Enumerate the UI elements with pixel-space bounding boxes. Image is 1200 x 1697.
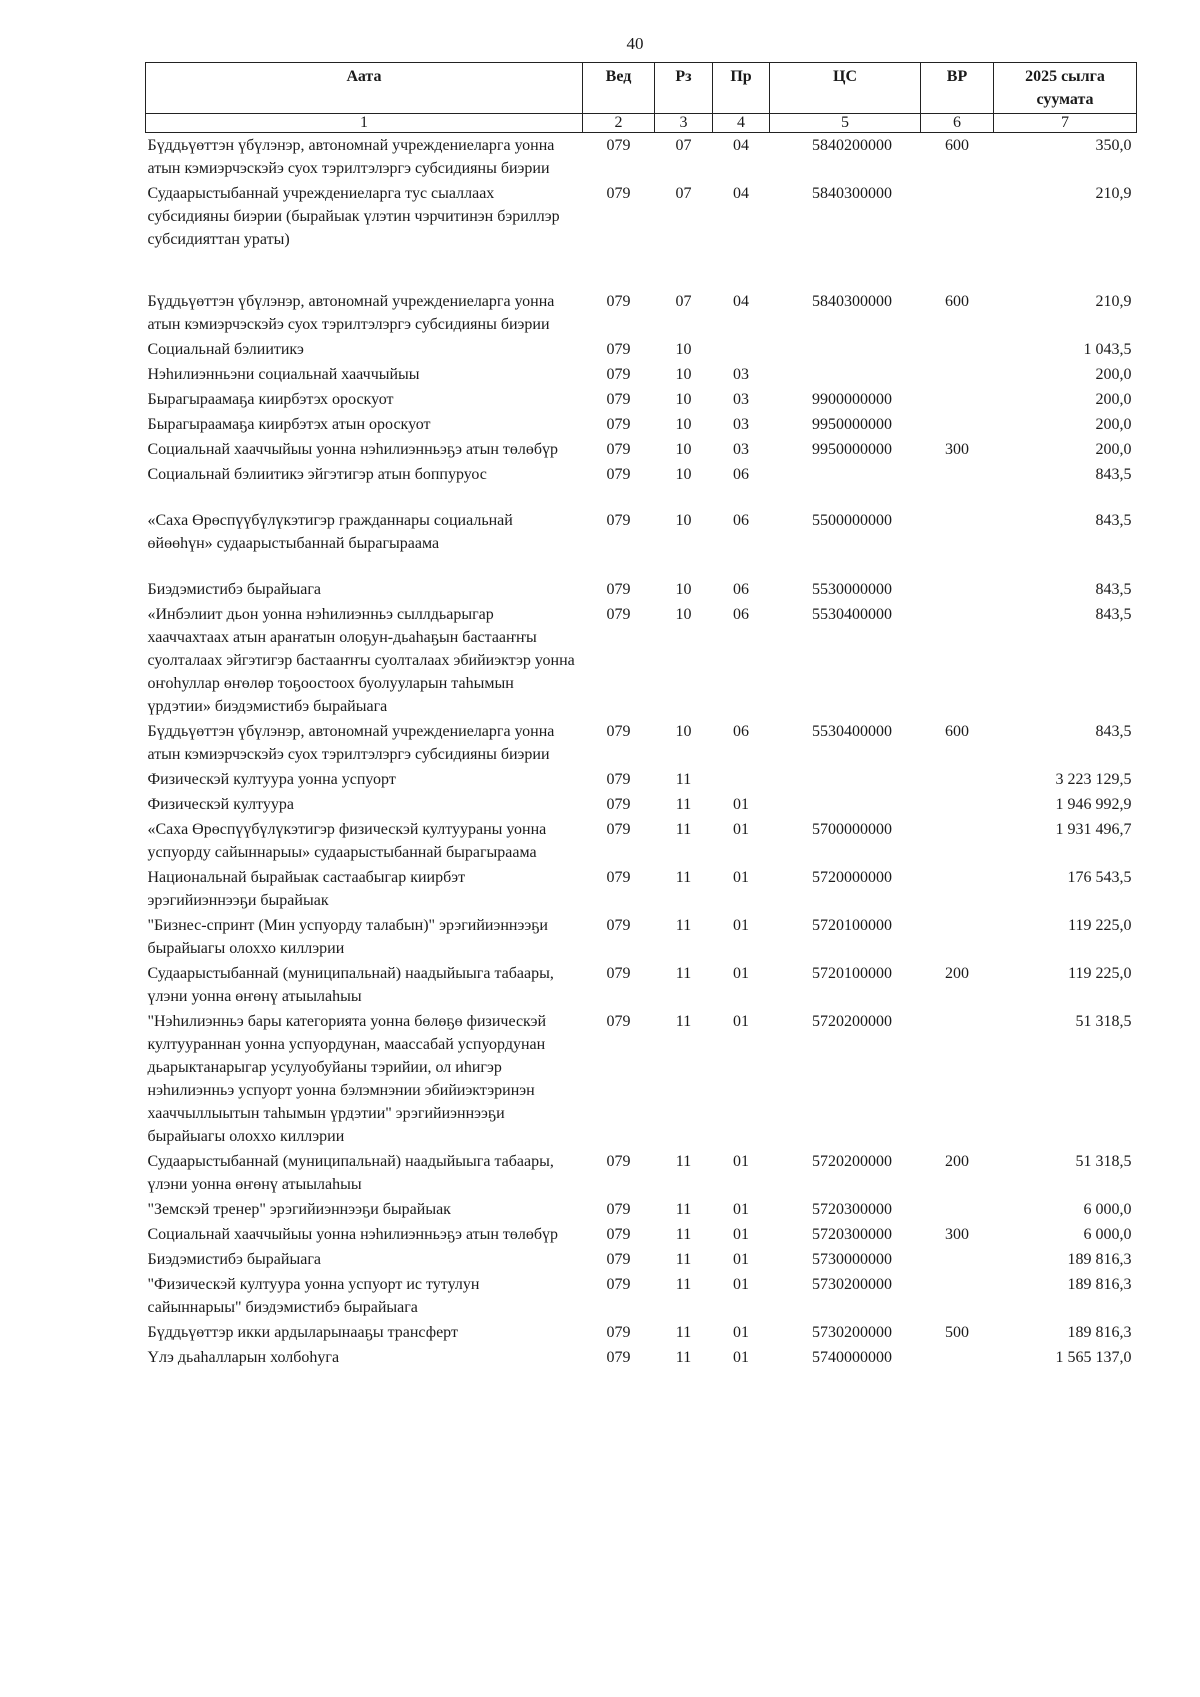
row-pr: 01 bbox=[733, 1013, 749, 1030]
row-name: Социальнай хааччыйыы уонна нэһилиэнньэҕэ атын төлөбүр bbox=[147, 441, 559, 458]
row-amount: 189 816,3 bbox=[1067, 1324, 1132, 1341]
row-name: "Бизнес-спринт (Мин успуорду талабын)" эрэгийиэннээҕи бырайыагы олоххо киллэрии bbox=[147, 917, 548, 957]
row-amount: 200,0 bbox=[1095, 416, 1132, 433]
row-name: Нэһилиэнньэни социальнай хааччыйыы bbox=[147, 366, 420, 383]
row-amount: 843,5 bbox=[1095, 512, 1132, 529]
row-amount: 119 225,0 bbox=[1068, 917, 1132, 934]
row-name: Судаарыстыбаннай учреждениеларга тус сыаллаах субсидияны биэрии (бырайыак үлэтин чэрчитинэн бэриллэр субсидияттан ураты) bbox=[147, 185, 560, 248]
column-number: 7 bbox=[994, 114, 1137, 133]
row-vr: 600 bbox=[945, 137, 969, 154]
row-amount: 210,9 bbox=[1095, 185, 1132, 202]
row-rz: 10 bbox=[675, 341, 692, 358]
row-rz: 10 bbox=[675, 606, 692, 623]
row-cs bbox=[770, 767, 921, 792]
row-ved: 079 bbox=[606, 293, 631, 310]
row-name: Бүддьүөттэн үбүлэнэр, автономнай учреждениеларга уонна атын кэмиэрчэскэйэ суох тэрилтэлэргэ субсидияны биэрии bbox=[147, 137, 555, 177]
table-row bbox=[146, 1197, 1137, 1222]
row-cs: 5500000000 bbox=[812, 512, 892, 529]
row-ved: 079 bbox=[606, 1251, 631, 1268]
row-amount: 843,5 bbox=[1095, 581, 1132, 598]
row-pr: 01 bbox=[733, 1153, 749, 1170]
header-amount: 2025 сылга суумата bbox=[994, 63, 1137, 114]
table-header-row bbox=[146, 63, 1137, 114]
table-row bbox=[146, 577, 1137, 602]
row-pr: 03 bbox=[733, 441, 749, 458]
row-name: Бырагыраамаҕа киирбэтэх ороскуот bbox=[147, 391, 394, 408]
row-cs: 5530400000 bbox=[812, 606, 892, 623]
row-cs bbox=[770, 337, 921, 362]
row-cs: 5720300000 bbox=[812, 1226, 892, 1243]
row-name: Судаарыстыбаннай (муниципальнай) наадыйыыга табаары, үлэни уонна өҥөнү атыылаһыы bbox=[147, 1153, 554, 1193]
row-ved: 079 bbox=[606, 391, 631, 408]
column-number: 6 bbox=[921, 114, 994, 133]
row-cs: 5740000000 bbox=[812, 1349, 892, 1366]
table-row bbox=[146, 387, 1137, 412]
row-cs: 5840300000 bbox=[812, 293, 892, 310]
row-cs: 5720300000 bbox=[812, 1201, 892, 1218]
table-row bbox=[146, 817, 1137, 865]
row-ved: 079 bbox=[606, 441, 631, 458]
row-cs: 5730200000 bbox=[812, 1324, 892, 1341]
table-row bbox=[146, 865, 1137, 913]
row-pr: 04 bbox=[733, 137, 749, 154]
row-ved: 079 bbox=[606, 416, 631, 433]
row-cs bbox=[770, 362, 921, 387]
row-vr bbox=[921, 602, 994, 719]
row-vr bbox=[921, 1197, 994, 1222]
row-amount: 51 318,5 bbox=[1075, 1013, 1132, 1030]
row-rz: 11 bbox=[675, 1226, 692, 1243]
row-vr bbox=[921, 362, 994, 387]
row-vr bbox=[921, 1009, 994, 1149]
row-ved: 079 bbox=[606, 965, 631, 982]
row-ved: 079 bbox=[606, 1201, 631, 1218]
row-rz: 11 bbox=[675, 821, 692, 838]
column-number: 3 bbox=[655, 114, 713, 133]
row-vr bbox=[921, 337, 994, 362]
row-amount: 1 946 992,9 bbox=[1055, 796, 1132, 813]
row-rz: 10 bbox=[675, 466, 692, 483]
row-name: Национальнай бырайыак састаабыгар киирбэт эрэгийиэннээҕи бырайыак bbox=[147, 869, 466, 909]
row-cs: 5730200000 bbox=[812, 1276, 892, 1293]
row-vr bbox=[921, 792, 994, 817]
row-amount: 176 543,5 bbox=[1067, 869, 1132, 886]
row-pr: 06 bbox=[733, 606, 749, 623]
row-ved: 079 bbox=[606, 869, 631, 886]
column-number: 4 bbox=[713, 114, 770, 133]
row-rz: 07 bbox=[675, 137, 692, 154]
table-row bbox=[146, 1149, 1137, 1197]
row-ved: 079 bbox=[606, 1013, 631, 1030]
row-cs: 5720100000 bbox=[812, 965, 892, 982]
row-vr bbox=[921, 1272, 994, 1320]
table-row bbox=[146, 181, 1137, 289]
row-cs bbox=[770, 792, 921, 817]
row-name: Үлэ дьаһалларын холбоһуга bbox=[147, 1349, 340, 1366]
row-ved: 079 bbox=[606, 1226, 631, 1243]
table-row bbox=[146, 337, 1137, 362]
row-ved: 079 bbox=[606, 1276, 631, 1293]
header-pr: Пр bbox=[713, 63, 770, 114]
row-rz: 11 bbox=[675, 1349, 692, 1366]
row-ved: 079 bbox=[606, 606, 631, 623]
row-vr: 200 bbox=[945, 1153, 969, 1170]
row-name: Физическэй култуура bbox=[147, 796, 294, 813]
row-cs: 5700000000 bbox=[812, 821, 892, 838]
header-cs: ЦС bbox=[770, 63, 921, 114]
row-amount: 119 225,0 bbox=[1068, 965, 1132, 982]
row-name: Социальнай бэлиитикэ эйгэтигэр атын боппуруос bbox=[147, 466, 487, 483]
row-amount: 200,0 bbox=[1095, 441, 1132, 458]
header-ved: Вед bbox=[583, 63, 655, 114]
row-vr: 300 bbox=[945, 441, 969, 458]
table-row bbox=[146, 1345, 1137, 1370]
row-amount: 200,0 bbox=[1095, 366, 1132, 383]
table-row bbox=[146, 961, 1137, 1009]
row-vr bbox=[921, 508, 994, 577]
row-name: Судаарыстыбаннай (муниципальнай) наадыйыыга табаары, үлэни уонна өҥөнү атыылаһыы bbox=[147, 965, 554, 1005]
row-cs: 5720200000 bbox=[812, 1013, 892, 1030]
row-rz: 10 bbox=[675, 416, 692, 433]
table-row bbox=[146, 1320, 1137, 1345]
row-ved: 079 bbox=[606, 137, 631, 154]
row-ved: 079 bbox=[606, 512, 631, 529]
table-row bbox=[146, 289, 1137, 337]
column-number: 2 bbox=[583, 114, 655, 133]
row-pr: 01 bbox=[733, 1201, 749, 1218]
row-cs: 5720000000 bbox=[812, 869, 892, 886]
row-rz: 11 bbox=[675, 965, 692, 982]
row-cs: 5530400000 bbox=[812, 723, 892, 740]
row-pr: 01 bbox=[733, 1276, 749, 1293]
row-pr: 01 bbox=[733, 869, 749, 886]
table-row bbox=[146, 1222, 1137, 1247]
table-row bbox=[146, 133, 1137, 182]
row-amount: 210,9 bbox=[1095, 293, 1132, 310]
row-rz: 10 bbox=[675, 441, 692, 458]
header-name: Аата bbox=[146, 63, 583, 114]
row-cs: 5730000000 bbox=[812, 1251, 892, 1268]
row-rz: 10 bbox=[675, 366, 692, 383]
row-ved: 079 bbox=[606, 723, 631, 740]
row-name: Бүддьүөттэн үбүлэнэр, автономнай учреждениеларга уонна атын кэмиэрчэскэйэ суох тэрилтэлэргэ субсидияны биэрии bbox=[147, 293, 555, 333]
row-vr bbox=[921, 865, 994, 913]
row-amount: 843,5 bbox=[1095, 723, 1132, 740]
row-amount: 350,0 bbox=[1095, 137, 1132, 154]
row-vr bbox=[921, 412, 994, 437]
row-vr bbox=[921, 181, 994, 289]
row-ved: 079 bbox=[606, 1324, 631, 1341]
row-cs: 5720200000 bbox=[812, 1153, 892, 1170]
row-ved: 079 bbox=[606, 1153, 631, 1170]
row-rz: 07 bbox=[675, 293, 692, 310]
row-name: Социальнай бэлиитикэ bbox=[147, 341, 304, 358]
row-ved: 079 bbox=[606, 185, 631, 202]
row-cs: 5720100000 bbox=[812, 917, 892, 934]
row-rz: 11 bbox=[675, 1276, 692, 1293]
row-cs: 5530000000 bbox=[812, 581, 892, 598]
table-row bbox=[146, 913, 1137, 961]
row-amount: 6 000,0 bbox=[1083, 1226, 1132, 1243]
row-name: Физическэй култуура уонна успуорт bbox=[147, 771, 396, 788]
row-rz: 11 bbox=[675, 1324, 692, 1341]
row-vr: 600 bbox=[945, 293, 969, 310]
row-ved: 079 bbox=[606, 466, 631, 483]
row-ved: 079 bbox=[606, 771, 631, 788]
row-ved: 079 bbox=[606, 581, 631, 598]
row-vr bbox=[921, 1345, 994, 1370]
table-row bbox=[146, 437, 1137, 462]
row-pr: 01 bbox=[733, 965, 749, 982]
row-ved: 079 bbox=[606, 796, 631, 813]
row-cs bbox=[770, 462, 921, 508]
row-cs: 5840300000 bbox=[812, 185, 892, 202]
column-number: 1 bbox=[146, 114, 583, 133]
column-number: 5 bbox=[770, 114, 921, 133]
row-pr: 04 bbox=[733, 293, 749, 310]
row-vr: 200 bbox=[945, 965, 969, 982]
row-vr bbox=[921, 1247, 994, 1272]
row-vr bbox=[921, 913, 994, 961]
row-amount: 6 000,0 bbox=[1083, 1201, 1132, 1218]
row-ved: 079 bbox=[606, 821, 631, 838]
table-row bbox=[146, 1247, 1137, 1272]
row-pr: 01 bbox=[733, 1349, 749, 1366]
row-rz: 11 bbox=[675, 917, 692, 934]
column-number-row bbox=[146, 114, 1137, 133]
table-row bbox=[146, 362, 1137, 387]
table-row bbox=[146, 1009, 1137, 1149]
row-pr: 03 bbox=[733, 391, 749, 408]
row-ved: 079 bbox=[606, 341, 631, 358]
row-amount: 3 223 129,5 bbox=[1055, 771, 1132, 788]
row-name: Бырагыраамаҕа киирбэтэх атын ороскуот bbox=[147, 416, 431, 433]
row-pr: 04 bbox=[733, 185, 749, 202]
header-vr: ВР bbox=[921, 63, 994, 114]
table-body bbox=[146, 133, 1137, 1371]
row-pr: 06 bbox=[733, 581, 749, 598]
row-name: Бүддьүөттэн үбүлэнэр, автономнай учреждениеларга уонна атын кэмиэрчэскэйэ суох тэрилтэлэргэ субсидияны биэрии bbox=[147, 723, 555, 763]
row-pr: 01 bbox=[733, 917, 749, 934]
row-cs: 9950000000 bbox=[812, 416, 892, 433]
row-pr: 03 bbox=[733, 366, 749, 383]
row-rz: 10 bbox=[675, 723, 692, 740]
table-row bbox=[146, 508, 1137, 577]
row-cs: 9900000000 bbox=[812, 391, 892, 408]
row-name: "Нэһилиэнньэ бары категорията уонна бөлөҕө физическэй култуураннан уонна успуордунан, маассабай успуордунан дьарыктанарыгар усулуобуйаны тэрийии, ол иһигэр нэһилиэнньэ успуорт уонна бэлэмнэнии эбийиэктэринэн хааччыллыытын таһымын үрдэтии" эрэгийиэннээҕи бырайыагы олоххо киллэрии bbox=[147, 1013, 547, 1145]
row-amount: 189 816,3 bbox=[1067, 1251, 1132, 1268]
row-rz: 11 bbox=[675, 796, 692, 813]
row-pr bbox=[713, 767, 770, 792]
row-vr bbox=[921, 767, 994, 792]
row-pr: 01 bbox=[733, 821, 749, 838]
row-pr: 06 bbox=[733, 723, 749, 740]
row-amount: 189 816,3 bbox=[1067, 1276, 1132, 1293]
row-vr bbox=[921, 387, 994, 412]
row-name: Социальнай хааччыйыы уонна нэһилиэнньэҕэ атын төлөбүр bbox=[147, 1226, 559, 1243]
row-rz: 11 bbox=[675, 1013, 692, 1030]
table-row bbox=[146, 719, 1137, 767]
row-name: «Саха Өрөспүүбүлүкэтигэр физическэй култуураны уонна успуорду сайыннарыы» судаарыстыбаннай бырагыраама bbox=[147, 821, 547, 861]
row-vr bbox=[921, 817, 994, 865]
row-amount: 200,0 bbox=[1095, 391, 1132, 408]
row-rz: 11 bbox=[675, 869, 692, 886]
row-vr: 300 bbox=[945, 1226, 969, 1243]
row-amount: 843,5 bbox=[1095, 606, 1132, 623]
budget-table bbox=[145, 62, 1137, 1370]
page-number: 40 bbox=[626, 34, 644, 53]
row-amount: 1 931 496,7 bbox=[1055, 821, 1132, 838]
row-cs: 9950000000 bbox=[812, 441, 892, 458]
row-name: «Саха Өрөспүүбүлүкэтигэр гражданнары социальнай өйөөһүн» судаарыстыбаннай бырагыраама bbox=[147, 512, 513, 552]
row-vr bbox=[921, 577, 994, 602]
row-pr: 01 bbox=[733, 796, 749, 813]
table-row bbox=[146, 1272, 1137, 1320]
row-rz: 11 bbox=[675, 1201, 692, 1218]
row-name: «Инбэлиит дьон уонна нэһилиэнньэ сыллдьарыгар хааччахтаах атын араҥатын олоҕун-дьаһаҕын бастааҥҥы суолталаах эйгэтигэр бастааҥҥы суолталаах эбийиэктэр уонна оҥоһуллар өҥөлөр тоҕоостоох буолууларын таһымын үрдэтии» биэдэмистибэ бырайыага bbox=[147, 606, 575, 715]
table-row bbox=[146, 767, 1137, 792]
row-rz: 10 bbox=[675, 512, 692, 529]
row-rz: 11 bbox=[675, 771, 692, 788]
row-rz: 10 bbox=[675, 581, 692, 598]
row-rz: 11 bbox=[675, 1251, 692, 1268]
header-rz: Рз bbox=[655, 63, 713, 114]
table-row bbox=[146, 792, 1137, 817]
row-amount: 51 318,5 bbox=[1075, 1153, 1132, 1170]
row-name: Биэдэмистибэ бырайыага bbox=[147, 1251, 321, 1268]
row-ved: 079 bbox=[606, 1349, 631, 1366]
row-amount: 843,5 bbox=[1095, 466, 1132, 483]
row-pr: 03 bbox=[733, 416, 749, 433]
row-rz: 11 bbox=[675, 1153, 692, 1170]
row-pr: 01 bbox=[733, 1251, 749, 1268]
row-name: "Физическэй култуура уонна успуорт ис тутулун сайыннарыы" биэдэмистибэ бырайыага bbox=[147, 1276, 480, 1316]
table-row bbox=[146, 462, 1137, 508]
row-rz: 07 bbox=[675, 185, 692, 202]
row-cs: 5840200000 bbox=[812, 137, 892, 154]
row-rz: 10 bbox=[675, 391, 692, 408]
table-row bbox=[146, 412, 1137, 437]
row-ved: 079 bbox=[606, 917, 631, 934]
row-name: Бүддьүөттэр икки ардыларынааҕы трансферт bbox=[147, 1324, 458, 1341]
row-pr bbox=[713, 337, 770, 362]
row-pr: 01 bbox=[733, 1226, 749, 1243]
row-name: "Земскэй тренер" эрэгийиэннээҕи бырайыак bbox=[147, 1201, 451, 1218]
table-row bbox=[146, 602, 1137, 719]
row-pr: 01 bbox=[733, 1324, 749, 1341]
row-amount: 1 043,5 bbox=[1083, 341, 1132, 358]
row-vr bbox=[921, 462, 994, 508]
row-pr: 06 bbox=[733, 466, 749, 483]
row-name: Биэдэмистибэ бырайыага bbox=[147, 581, 321, 598]
row-ved: 079 bbox=[606, 366, 631, 383]
row-amount: 1 565 137,0 bbox=[1055, 1349, 1132, 1366]
row-vr: 500 bbox=[945, 1324, 969, 1341]
row-pr: 06 bbox=[733, 512, 749, 529]
row-vr: 600 bbox=[945, 723, 969, 740]
